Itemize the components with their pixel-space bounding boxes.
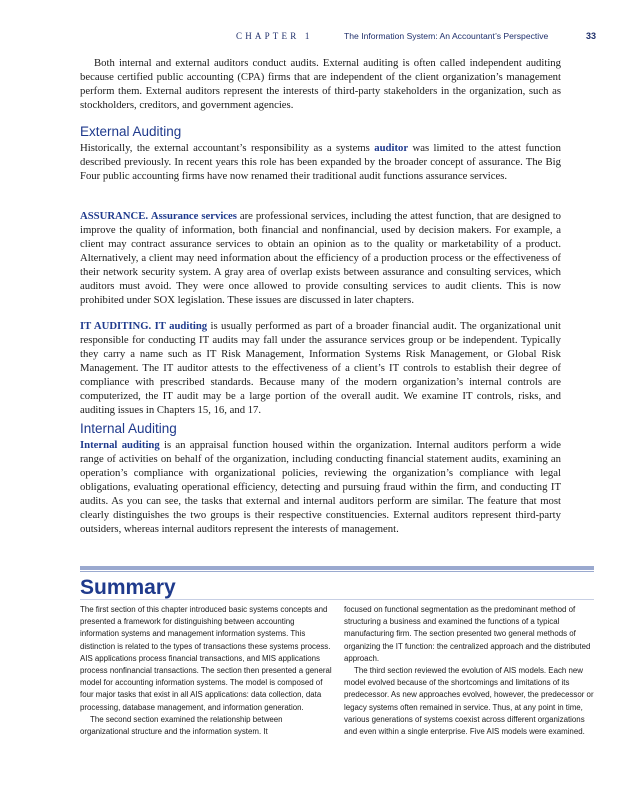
paragraph-text: Historically, the external accountant’s responsibility as a systems	[80, 142, 375, 154]
external-auditing-heading: External Auditing	[80, 124, 182, 139]
it-auditing-runin-heading: IT AUDITING.	[80, 320, 152, 332]
internal-auditing-paragraph-block	[80, 438, 561, 536]
summary-left-paragraph-1: The first section of this chapter introduced basic systems concepts and presented a framework for distinguishing between accounting information systems and management information systems. This distinction is related to the types of transactions these systems process. AIS applications process financial transactions, and MIS applications process nonfinancial transactions. The section then presented a general model for accounting information systems. The model is composed of four major tasks that exist in all AIS applications: data collection, data processing, database management, and information generation.	[80, 605, 332, 712]
internal-auditing-paragraph	[80, 438, 561, 536]
summary-heading: Summary	[80, 576, 176, 599]
summary-left-column	[80, 604, 332, 738]
it-auditing-paragraph-block	[80, 319, 561, 417]
external-auditing-paragraph	[80, 141, 561, 183]
summary-bottom-rule	[80, 599, 594, 600]
paragraph-text: was limited to the attest function described previously. In recent years this role has been expanded by the broader concept of assurance. The Big Four public accounting firms have now renamed their traditional audit functions assurance services.	[80, 142, 561, 183]
paragraph-text: is usually performed as part of a broader financial audit. The organizational unit responsible for conducting IT audits may fall under the assurance services group or be independent. Typically they carry a name such as IT Risk Management, Information Systems Risk Management, or Global Risk Management. The IT auditor attests to the effectiveness of a client’s IT controls to establish their degree of compliance with prescribed standards. Because many of the modern organization’s internal controls are computerized, the IT audit may be a large portion of the overall audit. We examine IT controls, risks, and auditing issues in Chapters 15, 16, and 17.	[80, 320, 562, 417]
summary-thin-rule	[80, 571, 594, 572]
intro-paragraph-block	[80, 56, 561, 112]
it-auditing-paragraph	[80, 319, 561, 417]
external-auditing-paragraph-block	[80, 141, 561, 183]
summary-right-column	[344, 604, 596, 738]
running-head	[0, 31, 639, 45]
summary-right-paragraph-1: focused on functional segmentation as the predominant method of structuring a business and examined the functions of a typical manufacturing firm. The section presented two general methods of organizing the IT function: the centralized approach and the distributed approach.	[344, 605, 591, 663]
chapter-label: CHAPTER 1	[236, 31, 313, 41]
page-number: 33	[586, 31, 597, 41]
summary-right-paragraph-2: The third section reviewed the evolution of AIS models. Each new model evolved because of the shortcomings and limitations of its predecessor. As new approaches evolved, however, the predecessor or legacy systems often remained in service. Thus, at any point in time, various generations of systems coexist across different organizations and even within a single enterprise. Five AIS models were examined.	[344, 666, 594, 737]
assurance-paragraph-block	[80, 209, 561, 307]
term-auditor: auditor	[374, 142, 409, 154]
assurance-paragraph	[80, 209, 561, 307]
term-internal-auditing: Internal auditing	[80, 439, 160, 451]
chapter-title: The Information System: An Accountant’s Perspective	[344, 31, 549, 41]
term-assurance-services: Assurance services	[150, 210, 237, 222]
summary-left-paragraph-2: The second section examined the relationship between organizational structure and the information system. It	[80, 714, 283, 737]
term-it-auditing: IT auditing	[154, 320, 208, 332]
intro-paragraph: Both internal and external auditors conduct audits. External auditing is often called independent auditing because certified public accounting (CPA) firms that are independent of the client organization’s management perform them. External auditors represent the interests of third-party stakeholders in the organization, such as stockholders, creditors, and government agencies.	[80, 57, 561, 112]
paragraph-text: is an appraisal function housed within the organization. Internal auditors perform a wide range of activities on behalf of the organization, including conducting financial statement audits, examining an operation’s compliance with organizational policies, reviewing the organization’s compliance with legal obligations, evaluating operational efficiency, detecting and pursuing fraud within the firm, and conducting IT audits. As you can see, the tasks that external and internal auditors perform are similar. The feature that most clearly distinguishes the two groups is their respective constituencies. External auditors represent third-party outsiders, whereas internal auditors represent the interests of management.	[80, 439, 561, 536]
paragraph-text: are professional services, including the attest function, that are designed to improve the quality of information, both financial and nonfinancial, used by decision makers. For example, a client may contract assurance services to obtain an opinion as to the quality or marketability of a product. Alternatively, a client may need information about the efficiency of a production process or the effectiveness of their network security system. A gray area of overlap exists between assurance and consulting services, which auditors must avoid. They were once allowed to provide consulting services to audit clients. This is now prohibited under SOX legislation. These issues are discussed in later chapters.	[80, 210, 562, 307]
summary-top-rule	[80, 566, 594, 570]
internal-auditing-heading: Internal Auditing	[80, 421, 177, 436]
assurance-runin-heading: ASSURANCE.	[80, 210, 148, 222]
